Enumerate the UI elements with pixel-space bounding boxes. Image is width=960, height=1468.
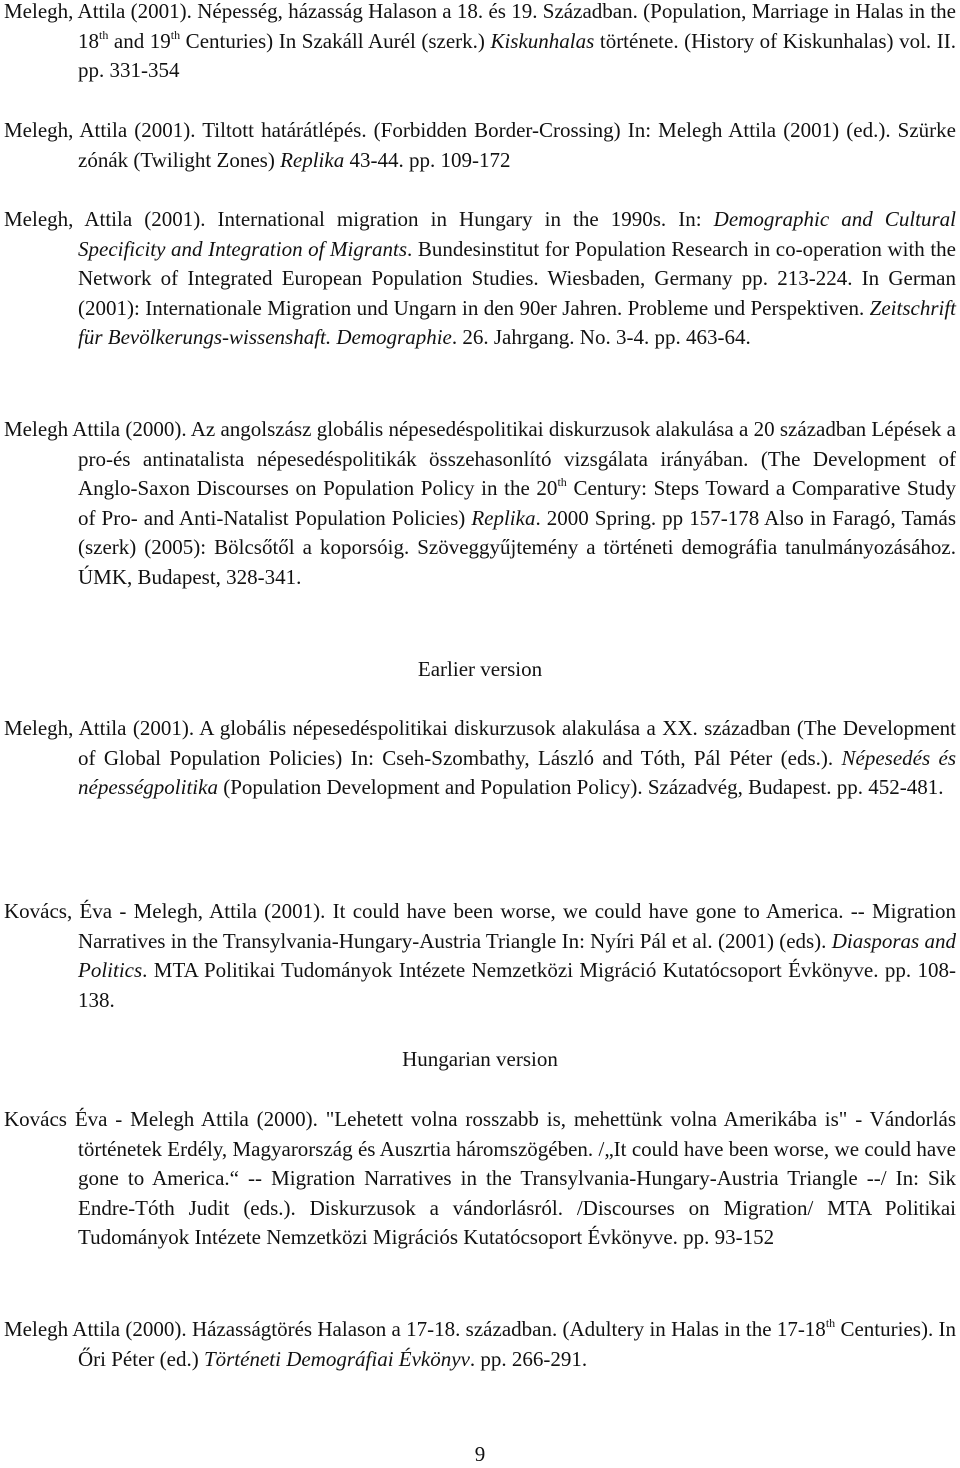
reference-entry: Melegh, Attila (2001). Népesség, házasság Halason a 18. és 19. Században. (Population, Marriage in Halas in the 18th and 19th Centuries) In Szakáll Aurél (szerk.) Kiskunhalas története. (History of Kiskunhalas) vol. II. pp. 331-354	[4, 0, 956, 82]
section-heading: Hungarian version	[402, 1047, 558, 1071]
reference-entry: Melegh Attila (2000). Az angolszász globális népesedéspolitikai diskurzusok alakulása a 20 században Lépések a pro-és antinatalista népesedéspolitikák összehasonlító vizsgálata irányában. (The Development of Anglo-Saxon Discourses on Population Policy in the 20th Century: Steps Toward a Comparative Study of Pro- and Anti-Natalist Population Policies) Replika. 2000 Spring. pp 157-178 Also in Faragó, Tamás (szerk) (2005): Bölcsőtől a koporsóig. Szöveggyűjtemény a történeti demográfia tanulmányozásához. ÚMK, Budapest, 328-341.	[4, 417, 956, 589]
page-number: 9	[474, 1442, 486, 1466]
reference-entry: Melegh, Attila (2001). Tiltott határátlépés. (Forbidden Border-Crossing) In: Melegh Attila (2001) (ed.). Szürke zónák (Twilight Zones) Replika 43-44. pp. 109-172	[4, 118, 956, 172]
reference-entry: Melegh Attila (2000). Házasságtörés Halason a 17-18. században. (Adultery in Halas in the 17-18th Centuries). In Őri Péter (ed.) Történeti Demográfiai Évkönyv. pp. 266-291.	[4, 1316, 956, 1371]
reference-entry: Melegh, Attila (2001). A globális népesedéspolitikai diskurzusok alakulása a XX. században (The Development of Global Population Policies) In: Cseh-Szombathy, László and Tóth, Pál Péter (eds.). Népesedés és népességpolitika (Population Development and Population Policy). Századvég, Budapest. pp. 452-481.	[4, 716, 956, 799]
reference-entry: Kovács Éva - Melegh Attila (2000). "Lehetett volna rosszabb is, mehettünk volna Amerikába is" - Vándorlás történetek Erdély, Magyarország és Auszrtia háromszögében. /„It could have been worse, we could have gone to America.“ -- Migration Narratives in the Transylvania-Hungary-Austria Triangle --/ In: Sik Endre-Tóth Judit (eds.). Diskurzusok a vándorlásról. /Discourses on Migration/ MTA Politikai Tudományok Intézete Nemzetközi Migrációs Kutatócsoport Évkönyve. pp. 93-152	[4, 1107, 956, 1249]
section-heading: Earlier version	[417, 657, 543, 681]
reference-entry: Kovács, Éva - Melegh, Attila (2001). It could have been worse, we could have gone to America. -- Migration Narratives in the Transylvania-Hungary-Austria Triangle In: Nyíri Pál et al. (2001) (eds). Diasporas and Politics. MTA Politikai Tudományok Intézete Nemzetközi Migráció Kutatócsoport Évkönyve. pp. 108-138.	[4, 899, 956, 1012]
reference-entry: Melegh, Attila (2001). International migration in Hungary in the 1990s. In: Demographic and Cultural Specificity and Integration of Migrants. Bundesinstitut for Population Research in co-operation with the Network of Integrated European Population Studies. Wiesbaden, Germany pp. 213-224. In German (2001): Internationale Migration und Ungarn in den 90er Jahren. Probleme und Perspektiven. Zeitschrift für Bevölkerungs-wissenshaft. Demographie. 26. Jahrgang. No. 3-4. pp. 463-64.	[4, 207, 956, 349]
